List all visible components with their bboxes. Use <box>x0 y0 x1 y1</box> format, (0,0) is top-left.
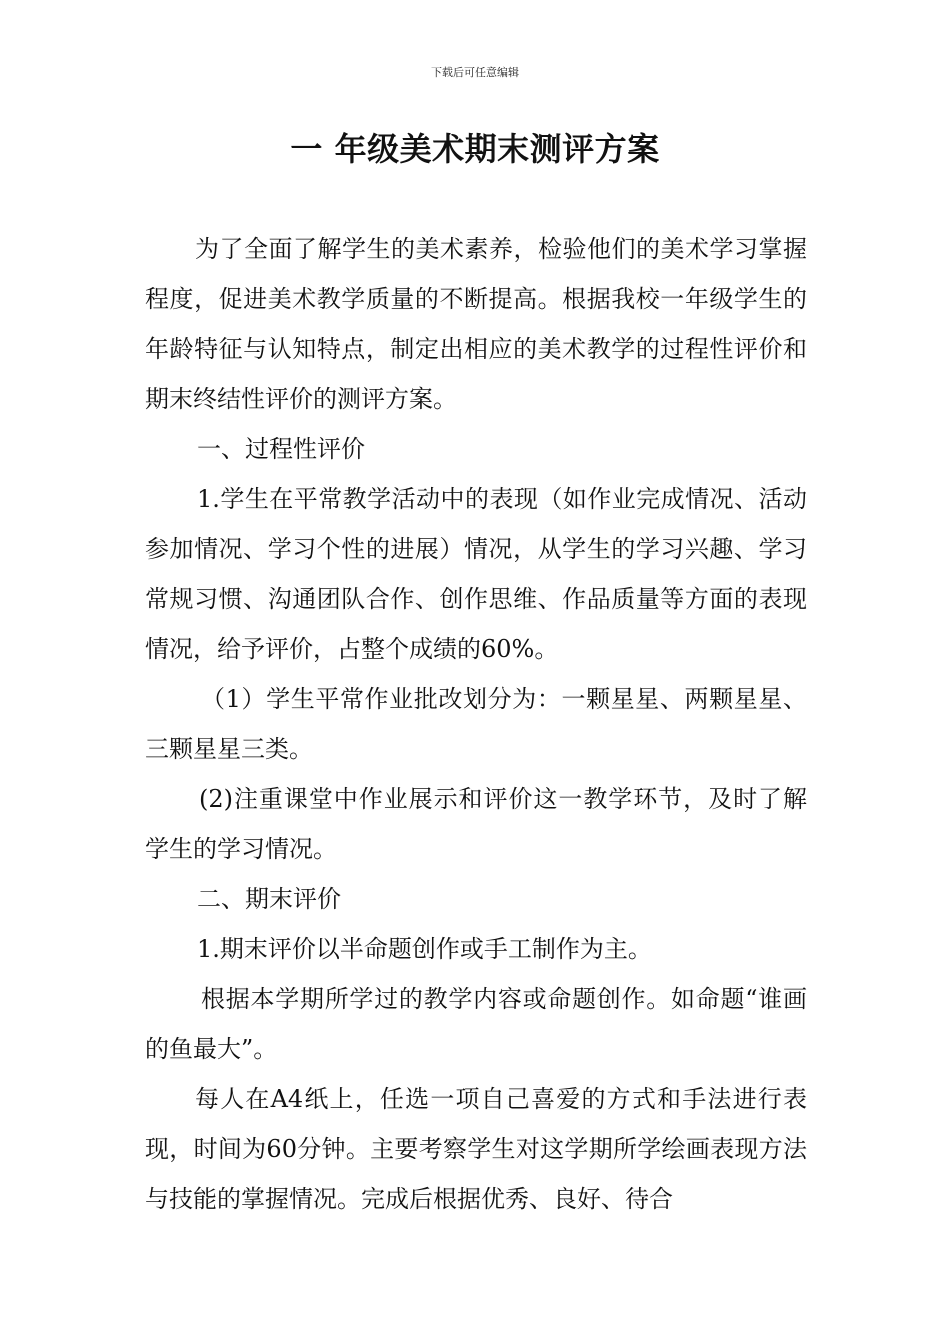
final-evaluation-item-1: 1.期末评价以半命题创作或手工制作为主。 <box>197 935 652 963</box>
section-heading-process-evaluation: 一、过程性评价 <box>197 435 365 463</box>
process-evaluation-item-1: 1.学生在平常教学活动中的表现（如作业完成情况、活动参加情况、学习个性的进展）情况，从学生的学习兴趣、学习常规习惯、沟通团队合作、创作思维、作品质量等方面的表现情况，给予评价，占整个成绩的60%。 <box>145 485 807 663</box>
process-evaluation-subitem-2: (2)注重课堂中作业展示和评价这一教学环节，及时了解学生的学习情况。 <box>145 785 807 863</box>
header-note: 下载后可任意编辑 <box>431 66 519 79</box>
intro-paragraph: 为了全面了解学生的美术素养，检验他们的美术学习掌握程度，促进美术教学质量的不断提高。根据我校一年级学生的年龄特征与认知特点，制定出相应的美术教学的过程性评价和期末终结性评价的测评方案。 <box>145 235 807 413</box>
document-body <box>145 224 807 1224</box>
final-evaluation-topic-paragraph: 根据本学期所学过的教学内容或命题创作。如命题“谁画的鱼最大”。 <box>145 985 807 1063</box>
final-evaluation-method-paragraph: 每人在A4纸上，任选一项自己喜爱的方式和手法进行表现，时间为60分钟。主要考察学生对这学期所学绘画表现方法与技能的掌握情况。完成后根据优秀、良好、待合 <box>145 1085 807 1213</box>
section-heading-final-evaluation: 二、期末评价 <box>197 885 341 913</box>
document-title: 一 年级美术期末测评方案 <box>290 130 660 168</box>
process-evaluation-subitem-1: （1）学生平常作业批改划分为：一颗星星、两颗星星、三颗星星三类。 <box>145 685 807 763</box>
